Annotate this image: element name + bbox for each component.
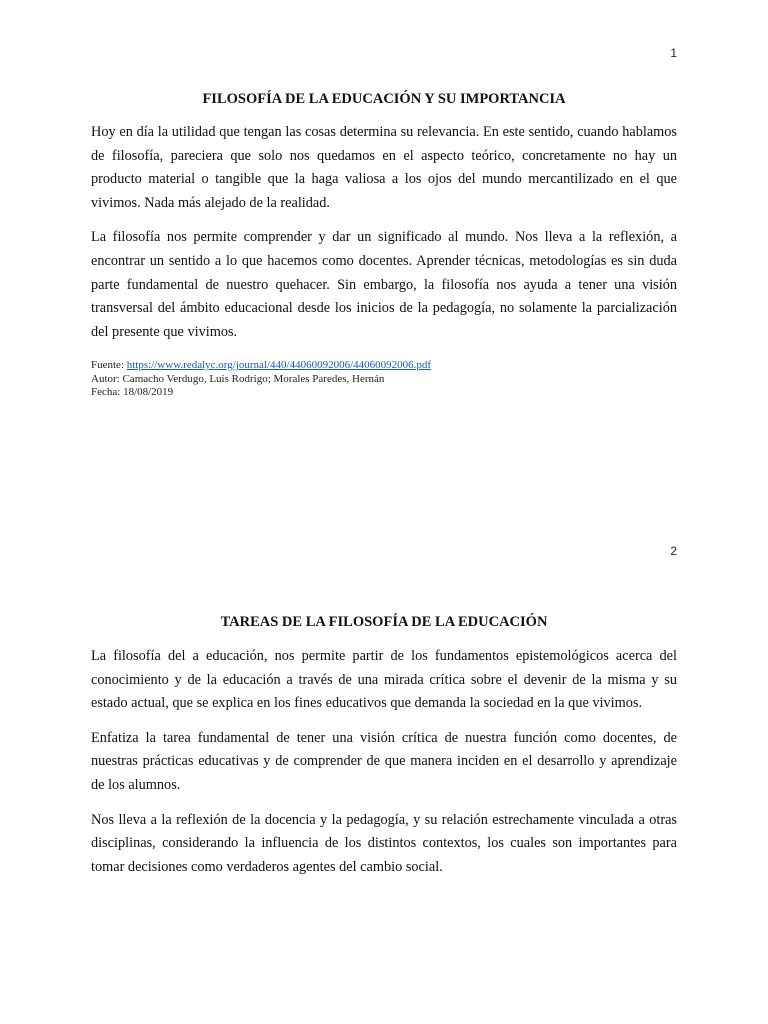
- source-date: Fecha: 18/08/2019: [91, 386, 174, 398]
- body-text: [91, 121, 677, 355]
- paragraph: Enfatiza la tarea fundamental de tener una visión crítica de nuestra función como docentes, de nuestras prácticas educativas y de comprender de que manera inciden en el desarrollo y aprendizaje de los alumnos.: [91, 729, 677, 793]
- paragraph: Nos lleva a la reflexión de la docencia y la pedagogía, y su relación estrechamente vinculada a otras disciplinas, considerando la influencia de los distintos contextos, los cuales son importantes para tomar decisiones como verdaderos agentes del cambio social.: [91, 811, 677, 875]
- paragraph: La filosofía nos permite comprender y dar un significado al mundo. Nos lleva a la reflexión, a encontrar un sentido a lo que hacemos como docentes. Aprender técnicas, metodologías es sin duda parte fundamental de nuestro quehacer. Sin embargo, la filosofía nos ayuda a tener una visión transversal del ámbito educacional desde los inicios de la pedagogía, no solamente la parcialización del presente que vivimos.: [91, 229, 677, 340]
- page-title: TAREAS DE LA FILOSOFÍA DE LA EDUCACIÓN: [220, 614, 548, 630]
- document-page-1: [0, 0, 768, 500]
- paragraph: La filosofía del a educación, nos permite partir de los fundamentos epistemológicos acerca del conocimiento y de la educación a través de una mirada crítica sobre el devenir de la misma y su estado actual, que se explica en los fines educativos que demanda la sociedad en la que vivimos.: [91, 648, 677, 712]
- source-link[interactable]: https://www.redalyc.org/journal/440/44060092006/44060092006.pdf: [126, 359, 432, 371]
- page-number: 1: [670, 46, 677, 60]
- source-author: Autor: Camacho Verdugo, Luis Rodrigo; Morales Paredes, Hernán: [91, 372, 385, 385]
- page-number: 2: [670, 544, 677, 558]
- document-page-2: [0, 500, 768, 1024]
- paragraph: Hoy en día la utilidad que tengan las cosas determina su relevancia. En este sentido, cuando hablamos de filosofía, pareciera que solo nos quedamos en el aspecto teórico, concretamente no hay un producto material o tangible que la haga valiosa a los ojos del mundo mercantilizado en el que vivimos. Nada más alejado de la realidad.: [91, 124, 677, 211]
- page-title: FILOSOFÍA DE LA EDUCACIÓN Y SU IMPORTANCIA: [202, 91, 566, 107]
- source-fuente-label: Fuente:: [91, 359, 127, 371]
- body-text: [91, 645, 677, 890]
- source-citation: [91, 359, 431, 400]
- source-fuente-line: [91, 359, 431, 373]
